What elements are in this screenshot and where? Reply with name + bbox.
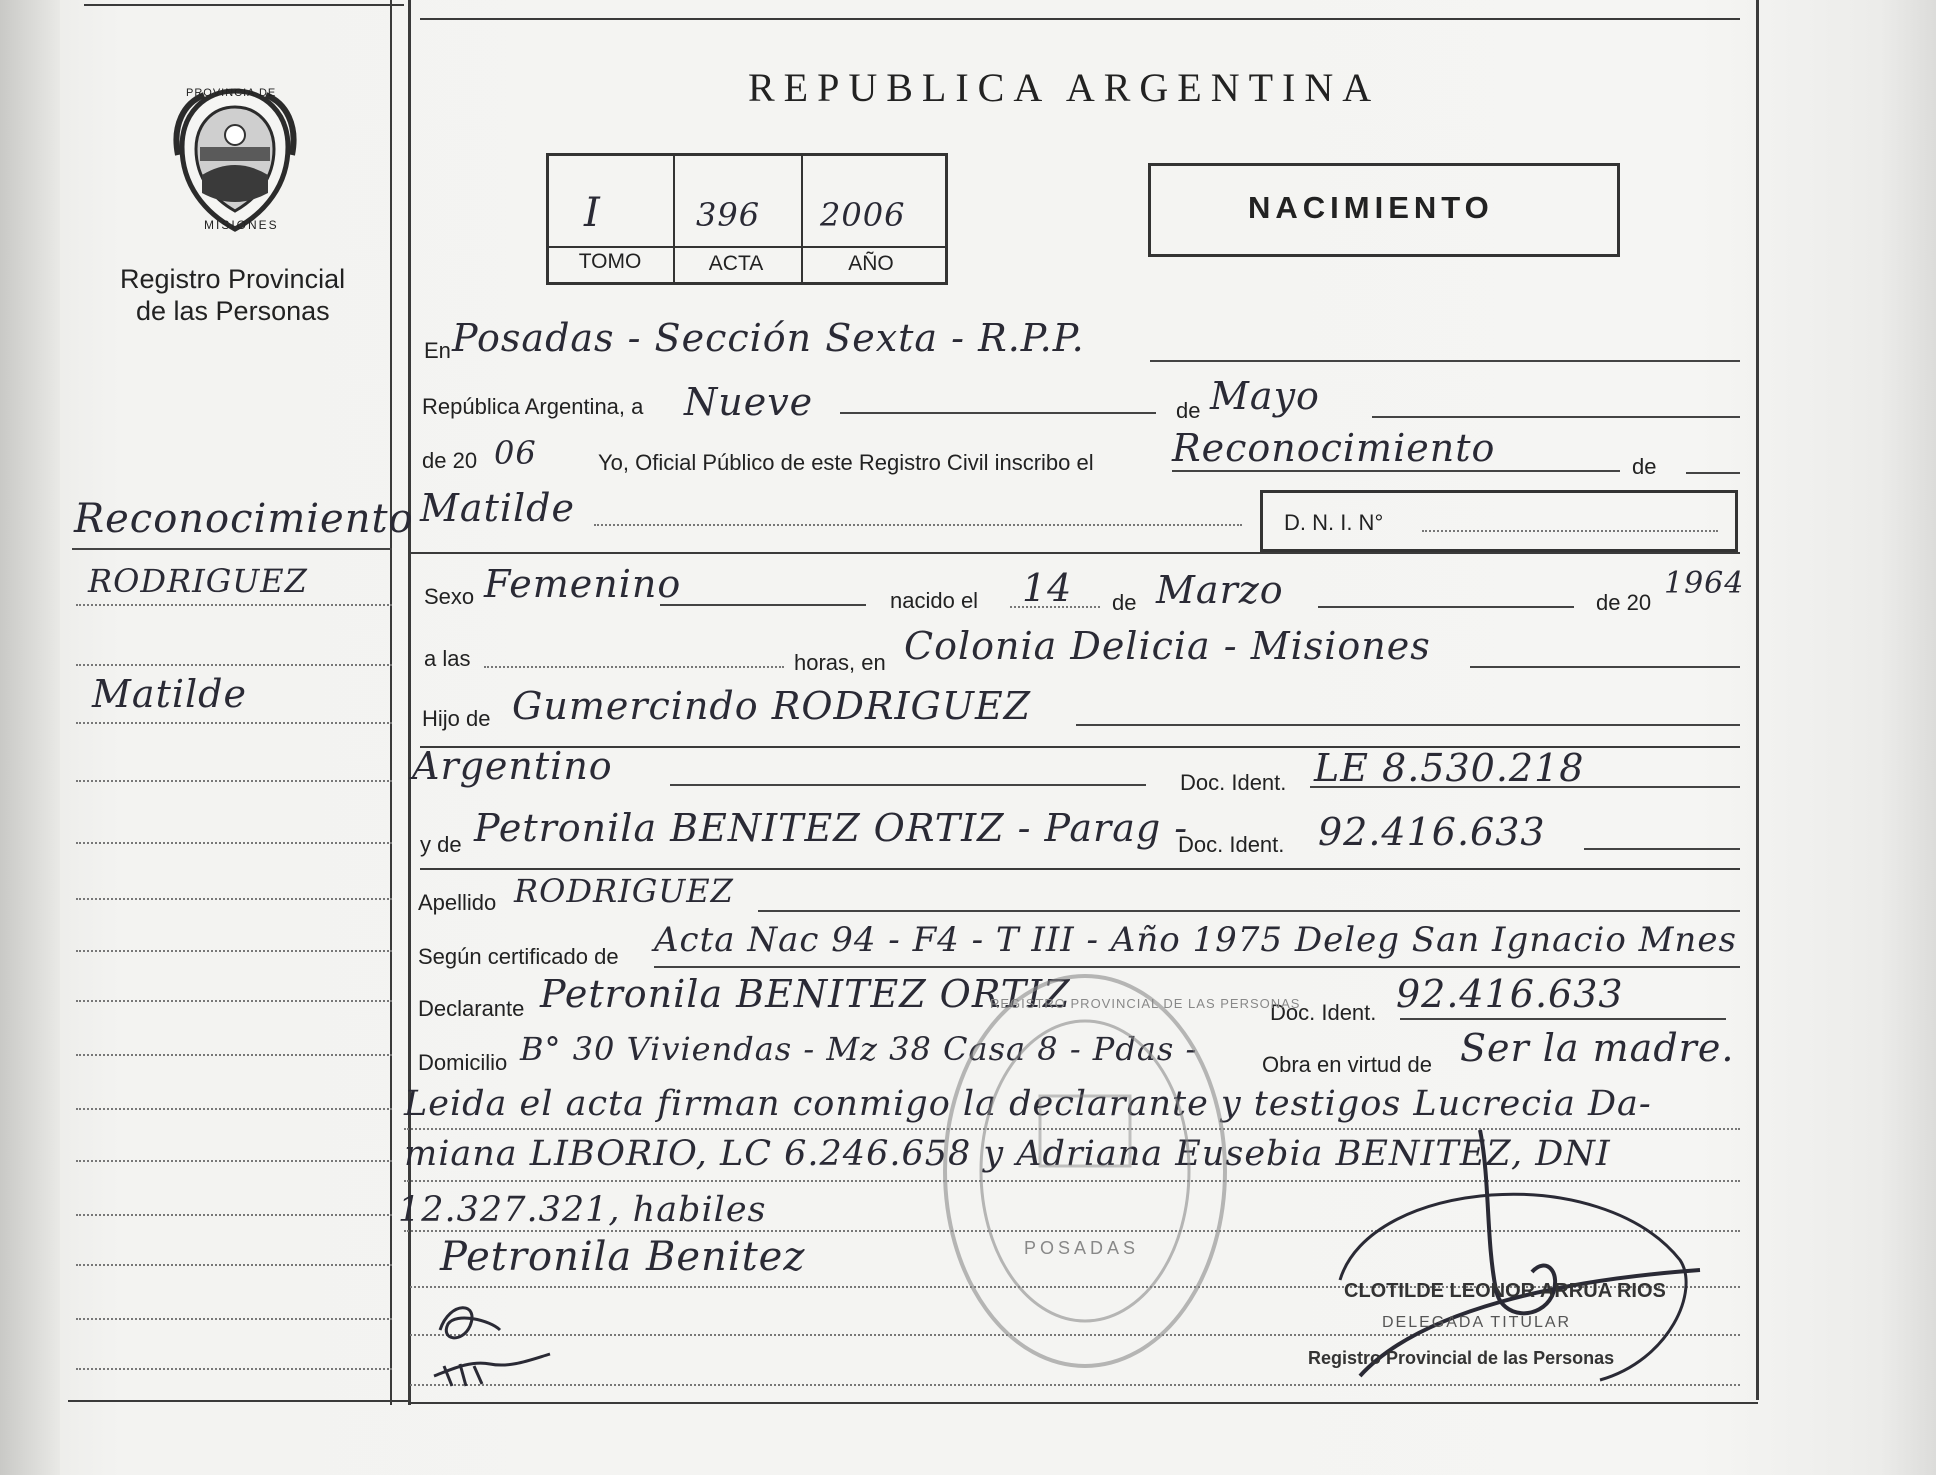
round-stamp-text: REGISTRO PROVINCIAL DE LAS PERSONAS (990, 996, 1301, 1011)
entry-sexo: Femenino (484, 562, 682, 606)
entry-leida-1: Leida el acta firman conmigo la declarante y testigos Lucrecia Da- (404, 1084, 1652, 1124)
margin-dots-2 (76, 664, 392, 666)
margin-dots-8 (76, 1000, 392, 1002)
entry-leida-2: miana LIBORIO, LC 6.246.658 y Adriana Eusebia BENITEZ, DNI (404, 1134, 1611, 1174)
line-apellido (758, 910, 1740, 912)
label-a-las: a las (424, 646, 471, 671)
label-y-de: y de (420, 832, 462, 857)
entry-madre: Petronila BENITEZ ORTIZ - Parag - (474, 806, 1189, 850)
official-org: Registro Provincial de las Personas (1308, 1348, 1615, 1368)
line-nac-dia (1010, 606, 1100, 608)
margin-dots-7 (76, 950, 392, 952)
left-edge-line (390, 0, 392, 1405)
entry-tipo: Reconocimiento (1172, 426, 1496, 470)
tomo-value: I (584, 190, 601, 236)
misiones-coat-of-arms-icon (170, 85, 300, 235)
line-de-end (1686, 472, 1740, 474)
line-declarante-doc (1400, 1018, 1726, 1020)
label-de20: de 20 (422, 448, 478, 473)
margin-dots-13 (76, 1264, 392, 1266)
signature-scribble-icon (430, 1290, 560, 1390)
entry-lugar-nac: Colonia Delicia - Misiones (904, 624, 1431, 668)
right-border (1756, 0, 1759, 1400)
entry-padre-nac: Argentino (412, 744, 613, 788)
label-segun: Según certificado de (418, 944, 619, 969)
entry-apellido: RODRIGUEZ (514, 872, 734, 910)
entry-certificado: Acta Nac 94 - F4 - T III - Año 1975 Deleg San Ignacio Mnes (654, 920, 1737, 960)
line-tipo (1172, 470, 1620, 472)
registry-name-line1: Registro Provincial (120, 264, 346, 294)
margin-dots-12 (76, 1214, 392, 1216)
entry-padre: Gumercindo RODRIGUEZ (512, 684, 1032, 728)
line-sexo (660, 604, 866, 606)
bottom-rule-right (410, 1402, 1758, 1404)
margin-dots-5 (76, 842, 392, 844)
margin-dots-11 (76, 1160, 392, 1162)
section-rule-1 (410, 552, 1740, 554)
line-nac-mes (1318, 606, 1574, 608)
line-padre-nac (670, 784, 1146, 786)
label-de-end: de (1632, 454, 1657, 479)
margin-dots-15 (76, 1368, 392, 1370)
line-lugar-nac (1470, 666, 1740, 668)
label-de-mes: de (1176, 398, 1201, 423)
entry-obra: Ser la madre. (1460, 1026, 1735, 1070)
margin-dots-4 (76, 780, 392, 782)
label-declarante: Declarante (418, 996, 525, 1021)
margin-dots-1 (76, 604, 392, 606)
top-right-rule (420, 18, 1740, 20)
label-republica: República Argentina, a (422, 394, 644, 419)
line-padre-doc (1310, 786, 1740, 788)
entry-leida-3: 12.327.321, habiles (398, 1190, 767, 1230)
section-rule-3 (420, 868, 1740, 870)
margin-dots-9 (76, 1054, 392, 1056)
top-left-rule (84, 4, 404, 6)
label-dni: D. N. I. N° (1284, 510, 1384, 535)
line-lugar (1150, 360, 1740, 362)
label-doc-ident-2: Doc. Ident. (1178, 832, 1285, 857)
label-de20-nac: de 20 (1596, 590, 1652, 615)
bottom-rule (68, 1400, 408, 1402)
signature-declarante: Petronila Benitez (440, 1234, 806, 1280)
label-apellido: Apellido (418, 890, 497, 915)
label-nacido: nacido el (890, 588, 979, 613)
anio-value: 2006 (820, 196, 906, 234)
entry-nac-anio: 1964 (1664, 566, 1745, 601)
official-role: DELEGADA TITULAR (1382, 1314, 1572, 1331)
entry-mes: Mayo (1210, 374, 1320, 418)
round-official-stamp-icon (930, 966, 1240, 1376)
line-hora (484, 666, 784, 668)
line-nombre (594, 524, 1242, 526)
margin-dots-6 (76, 898, 392, 900)
official-name: CLOTILDE LEONOR ARRUA RIOS (1344, 1280, 1666, 1302)
label-domicilio: Domicilio (418, 1050, 508, 1075)
country-title: REPUBLICA ARGENTINA (748, 65, 1381, 110)
label-yo-oficial: Yo, Oficial Público de este Registro Civil inscribo el (598, 450, 1094, 475)
line-dia (840, 412, 1156, 414)
logo-bottom-text: MISIONES (204, 218, 279, 232)
page-fold-shadow (0, 0, 60, 1475)
entry-declarante: Petronila BENITEZ ORTIZ (540, 972, 1071, 1016)
entry-declarante-doc: 92.416.633 (1396, 972, 1624, 1016)
entry-nac-mes: Marzo (1156, 568, 1284, 612)
label-doc-ident-3: Doc. Ident. (1270, 1000, 1377, 1025)
entry-padre-doc: LE 8.530.218 (1314, 746, 1585, 790)
line-madre-doc (1584, 848, 1740, 850)
entry-lugar: Posadas - Sección Sexta - R.P.P. (452, 316, 1085, 360)
entry-dia: Nueve (684, 380, 814, 424)
acta-label: ACTA (708, 252, 764, 275)
line-padre (1076, 724, 1740, 726)
acta-value: 396 (696, 196, 761, 234)
round-stamp-center: POSADAS (1024, 1238, 1140, 1258)
anio-label: AÑO (848, 252, 894, 275)
entry-anio-corto: 06 (494, 434, 537, 472)
line-dni (1422, 530, 1718, 532)
margin-title: Reconocimiento (74, 496, 414, 542)
margin-dots-14 (76, 1318, 392, 1320)
label-doc-ident-1: Doc. Ident. (1180, 770, 1287, 795)
document-type: NACIMIENTO (1248, 190, 1494, 225)
label-de-mes-nac: de (1112, 590, 1137, 615)
margin-dots-3 (76, 722, 392, 724)
label-en: En (424, 338, 451, 363)
logo-top-text: PROVINCIA DE (186, 87, 277, 99)
label-hijo-de: Hijo de (422, 706, 491, 731)
margin-surname: RODRIGUEZ (88, 562, 308, 600)
entry-domicilio: B° 30 Viviendas - Mz 38 Casa 8 - Pdas - (520, 1030, 1198, 1068)
label-obra: Obra en virtud de (1262, 1052, 1432, 1077)
margin-title-underline (72, 548, 392, 550)
entry-nac-dia: 14 (1022, 566, 1073, 610)
margin-name: Matilde (92, 672, 247, 716)
tomo-label: TOMO (578, 250, 642, 273)
label-horas-en: horas, en (794, 650, 886, 675)
line-mes (1372, 416, 1740, 418)
margin-dots-10 (76, 1108, 392, 1110)
label-sexo: Sexo (424, 584, 475, 609)
registry-name-line2: de las Personas (136, 296, 330, 326)
entry-nombre: Matilde (420, 486, 575, 530)
entry-madre-doc: 92.416.633 (1318, 810, 1546, 854)
